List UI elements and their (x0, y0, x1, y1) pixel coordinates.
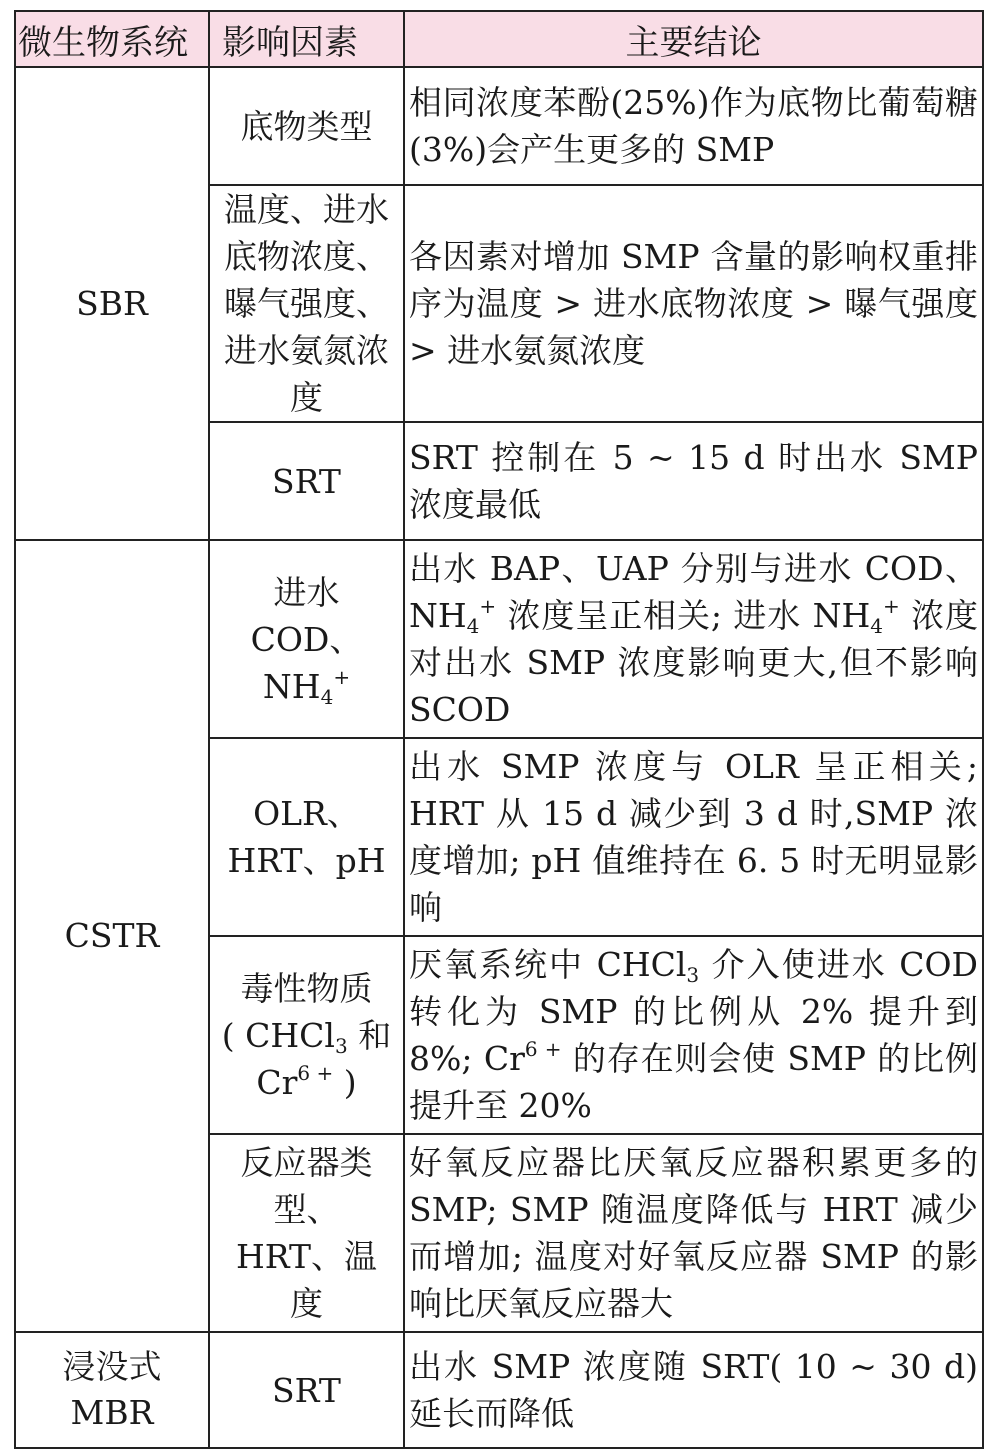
factor-text: 进水 COD、 (250, 572, 363, 659)
factor-cell (209, 540, 404, 738)
system-cell-cstr: CSTR (15, 540, 209, 1332)
conclusion-cell: 各因素对增加 SMP 含量的影响权重排序为温度 > 进水底物浓度 > 曝气强度 > 进水氨氮浓度 (404, 185, 983, 422)
header-row (15, 11, 983, 67)
factor-cell: 底物类型 (209, 67, 404, 185)
header-system: 微生物系统 (15, 11, 209, 67)
conclusion-cell: SRT 控制在 5 ~ 15 d 时出水 SMP 浓度最低 (404, 422, 983, 540)
system-cell-sbr: SBR (15, 67, 209, 540)
table-row (15, 67, 983, 185)
system-cell-mbr: 浸没式 MBR (15, 1332, 209, 1448)
conclusion-cell: 出水 BAP、UAP 分别与进水 COD、$NH_4^+$ 浓度呈正相关; 进水 $NH_4^+$ 浓度对出水 SMP 浓度影响更大,但不影响 SCOD (404, 540, 983, 738)
conclusion-cell: 出水 SMP 浓度与 OLR 呈正相关; HRT 从 15 d 减少到 3 d 时,SMP 浓度增加; pH 值维持在 6. 5 时无明显影响 (404, 738, 983, 936)
header-factor: 影响因素 (209, 11, 404, 67)
chromium-superscript: 6 + (524, 1037, 562, 1061)
factor-cell: SRT (209, 1332, 404, 1448)
conclusion-cell: 厌氧系统中 CHCl$_3$ 介入使进水 COD 转化为 SMP 的比例从 2% 提升到 8%; $Cr^{6 +}$ 的存在则会使 SMP 的比例提升至 20% (404, 936, 983, 1134)
chloroform-subscript: 3 (686, 963, 700, 987)
smp-factors-table (14, 10, 984, 1449)
factor-cell: SRT (209, 422, 404, 540)
ammonium-formula: $NH_4^+$ (812, 594, 900, 638)
ammonium-formula: $NH_4^+$ (409, 594, 497, 638)
factor-cell: 反应器类型、HRT、温度 (209, 1134, 404, 1332)
chromium-ion: $Cr^{6 +}$ (256, 1060, 334, 1102)
factor-cell: 毒性物质 ( CHCl$_3$ 和 $Cr^{6 +}$ ) (209, 936, 404, 1134)
conclusion-cell: 出水 SMP 浓度随 SRT( 10 ~ 30 d) 延长而降低 (404, 1332, 983, 1448)
table-row (15, 540, 983, 738)
factor-cell: 温度、进水底物浓度、曝气强度、进水氨氮浓度 (209, 185, 404, 422)
conclusion-cell: 相同浓度苯酚(25%)作为底物比葡萄糖(3%)会产生更多的 SMP (404, 67, 983, 185)
conclusion-cell: 好氧反应器比厌氧反应器积累更多的 SMP; SMP 随温度降低与 HRT 减少而增加; 温度对好氧反应器 SMP 的影响比厌氧反应器大 (404, 1134, 983, 1332)
factor-cell: OLR、HRT、pH (209, 738, 404, 936)
ammonium-formula: $NH_4^+$ (262, 664, 351, 709)
table-row (15, 1332, 983, 1448)
header-conclusion: 主要结论 (404, 11, 983, 67)
chloroform-formula: ( CHCl$_3$ (221, 1015, 348, 1058)
